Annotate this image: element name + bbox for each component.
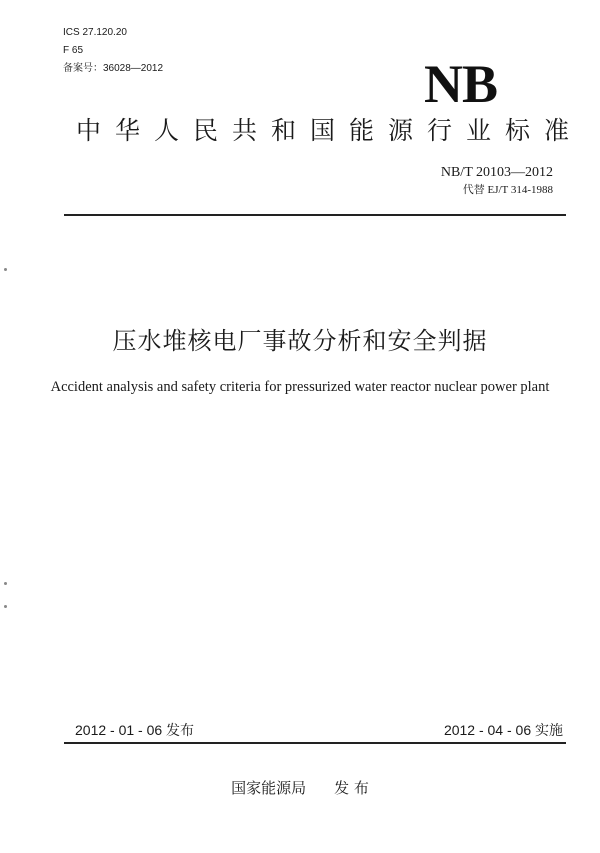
standard-number: NB/T 20103—2012 xyxy=(440,165,553,180)
header-divider xyxy=(64,214,566,216)
footer-divider xyxy=(64,742,566,744)
issuer-action: 发 布 xyxy=(334,779,369,797)
ccs-code: F 65 xyxy=(63,45,84,56)
document-title-chinese: 压水堆核电厂事故分析和安全判据 xyxy=(112,327,488,355)
issuer-name: 国家能源局 xyxy=(231,779,307,797)
implementation-date: 2012 - 04 - 06 实施 xyxy=(443,722,563,738)
scan-speck xyxy=(4,268,7,271)
ics-code: ICS 27.120.20 xyxy=(63,27,127,38)
replaces-standard: 代替 EJ/T 314-1988 xyxy=(462,184,553,196)
standard-type-title: 中华人民共和国能源行业标准 xyxy=(76,116,584,145)
issue-date: 2012 - 01 - 06 发布 xyxy=(75,722,195,738)
document-title-english: Accident analysis and safety criteria for pressurized water reactor nuclear power plant xyxy=(50,379,550,395)
scan-speck xyxy=(4,582,7,585)
record-number: 备案号：36028—2012 xyxy=(63,63,164,74)
nb-logo: NB xyxy=(424,54,498,114)
scan-speck xyxy=(4,605,7,608)
issuer-line xyxy=(0,778,600,798)
